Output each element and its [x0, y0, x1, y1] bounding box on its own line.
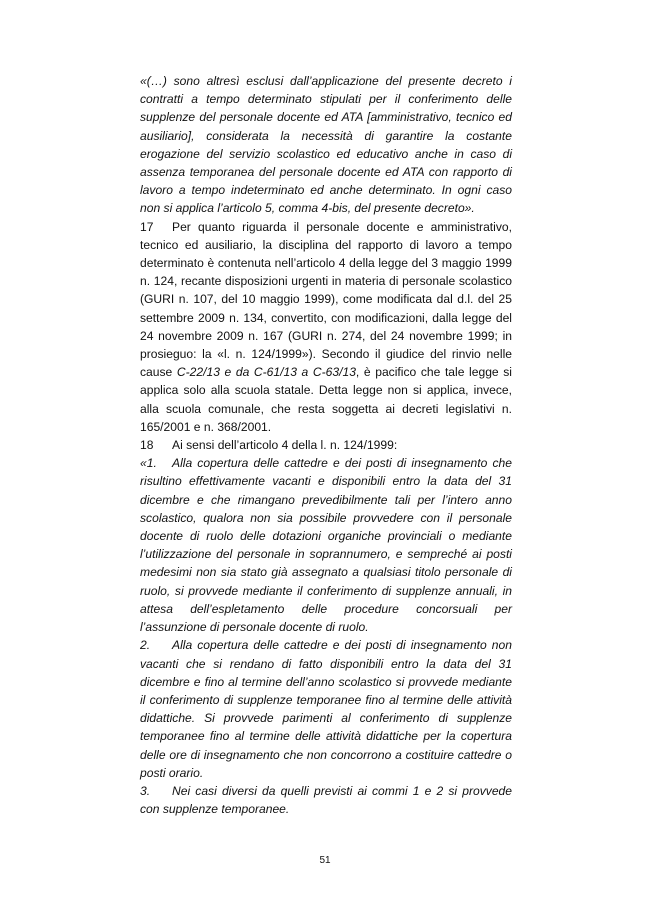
item-number: 3.	[140, 783, 151, 798]
paragraph-text-continued: , è pacifico che tale legge si applica solo alla scuola statale. Detta legge non si applica, invece, alla scuola comunale, che resta soggetta ai decreti legislativi n. 165/2001 e n. 368/2001.	[140, 365, 512, 434]
paragraph-text: Ai sensi dell’articolo 4 della l. n. 124/1999:	[172, 438, 398, 453]
paragraph-number: 17	[140, 219, 154, 234]
case-reference: C-22/13 e da C-61/13 a C-63/13	[176, 365, 356, 380]
paragraph-text: Per quanto riguarda il personale docente e amministrativo, tecnico ed ausiliario, la disciplina del rapporto di lavoro a tempo determinato è contenuta nell’articolo 4 della legge del 3 maggio 1999 n. 124, recante disposizioni urgenti in materia di personale scolastico (GURI n. 107, del 10 maggio 1999), come modificata dal d.l. del 25 settembre 2009 n. 134, convertito, con modificazioni, dalla legge del 24 novembre 2009 n. 167 (GURI n. 274, del 24 novembre 1999; in prosieguo: la «l. n. 124/1999»). Secondo il giudice del rinvio nelle cause	[140, 219, 512, 380]
item-text: Nei casi diversi da quelli previsti ai commi 1 e 2 si provvede con supplenze temporanee.	[140, 783, 512, 817]
law-item-1	[140, 454, 512, 636]
law-item-3	[140, 782, 512, 818]
page-number: 51	[319, 855, 331, 866]
law-item-2	[140, 636, 512, 782]
paragraph-17	[140, 218, 512, 436]
quoted-decree-text: «(…) sono altresì esclusi dall’applicazione del presente decreto i contratti a tempo determinato stipulati per il conferimento delle supplenze del personale docente ed ATA [amministrativo, tecnico ed ausiliario], considerata la necessità di garantire la costante erogazione del servizio scolastico ed educativo anche in caso di assenza temporanea del personale docente ed ATA con rapporto di lavoro a tempo indeterminato ed anche determinato. In ogni caso non si applica l’articolo 5, comma 4-bis, del presente decreto».	[140, 74, 512, 216]
document-page	[140, 72, 512, 818]
paragraph-number: 18	[140, 438, 154, 453]
item-text: Alla copertura delle cattedre e dei posti di insegnamento che risultino effettivamente vacanti e disponibili entro la data del 31 dicembre e che rimangano prevedibilmente tali per l’intero anno scolastico, qualora non sia possibile provvedere con il personale docente di ruolo delle dotazioni organiche provinciali o mediante l’utilizzazione del personale in soprannumero, e sempreché ai posti medesimi non sia stato già assegnato a qualsiasi titolo personale di ruolo, si provvede mediante il conferimento di supplenze annuali, in attesa dell’espletamento delle procedure concorsuali per l’assunzione di personale docente di ruolo.	[140, 456, 512, 635]
item-number: «1.	[140, 456, 157, 471]
item-number: 2.	[140, 638, 151, 653]
paragraph-18-intro	[140, 436, 512, 454]
item-text: Alla copertura delle cattedre e dei posti di insegnamento non vacanti che si rendano di fatto disponibili entro la data del 31 dicembre e fino al termine dell’anno scolastico si provvede mediante il conferimento di supplenze temporanee fino al termine delle attività didattiche. Si provvede parimenti al conferimento di supplenze temporanee fino al termine delle attività didattiche per la copertura delle ore di insegnamento che non concorrono a costituire cattedre o posti orario.	[140, 638, 512, 780]
